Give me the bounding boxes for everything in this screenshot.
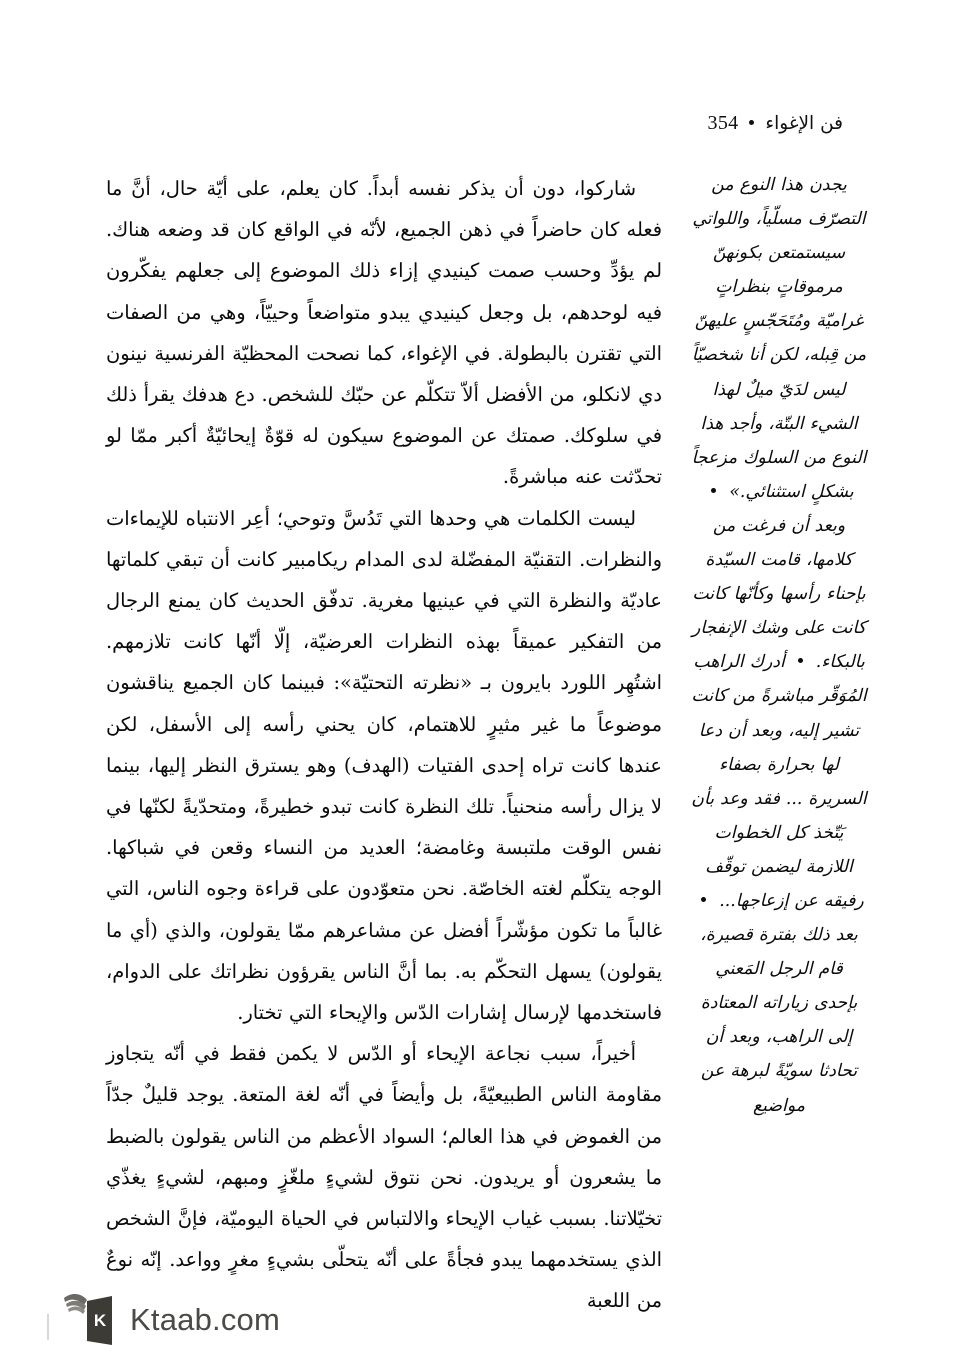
page-edge-artifact <box>47 1314 49 1340</box>
marginal-note-bullet-3 <box>701 897 706 902</box>
running-head <box>708 112 843 135</box>
marginal-note-segment-2: وبعد أن فرغت من كلامها، قامت السيّدة بإحناء رأسها وكأنّها كانت كانت على وشك الإنفجار بالبكاء. <box>691 515 867 673</box>
book-icon-letter: K <box>93 1311 107 1330</box>
marginal-note-segment-3: أدرك الراهب المُوَقّر مباشرةً من كانت تشير إليه، وبعد أن دعا لها بحرارة بصفاء السريرة ... فقد وعد بأن يَتّخذ كل الخطوات اللازمة ليضمن توقّف رفيقه عن إزعاجها... <box>691 652 867 911</box>
watermark-site-name: Ktaab.com <box>130 1301 280 1337</box>
running-head-separator-dot <box>749 120 754 125</box>
body-text-column <box>106 168 662 1322</box>
marginal-note-segment-1: يجدن هذا النوع من التصرّف مسلّياً، واللواتي سيستمتعن بكونهنّ مرموقاتٍ بنظراتٍ غراميّة ومُتَحَجّسٍ عليهنّ من قِبله، لكن أنا شخصيّاً ليس لدَيّ ميلٌ لهذا الشيء البتّة، وأجد هذا النوع من السلوك مزعجاً بشكلٍ استثنائي.» <box>691 175 867 502</box>
body-paragraph-3: أخيراً، سبب نجاعة الإيحاء أو الدّس لا يكمن فقط في أنّه يتجاوز مقاومة الناس الطبيعيّةً، بل وأيضاً في أنّه لغة المتعة. يوجد قليلٌ جدّاً من الغموض في هذا العالم؛ السواد الأعظم من الناس يقولون بالضبط ما يشعرون أو يريدون. نحن نتوق لشيءٍ ملغّزٍ ومبهم، لشيءٍ يغذّي تخيّلاتنا. بسبب غياب الإيحاء والالتباس في الحياة اليوميّة، فإنَّ الشخص الذي يستخدمهما يبدو فجأةً على أنّه يتحلّى بشيءٍ مغرٍ وواعد. إنّه نوعٌ من اللعبة <box>106 1042 662 1313</box>
open-book-icon <box>62 1288 118 1350</box>
page-number: 354 <box>707 112 739 134</box>
marginal-note-bullet-1 <box>711 488 716 493</box>
body-paragraph-1: شاركوا، دون أن يذكر نفسه أبداً. كان يعلم، على أيّة حال، أنَّ ما فعله كان حاضراً في ذهن الجميع، لأنّه في الواقع كان قد وضعه هناك. لم يؤدِّ وحسب صمت كينيدي إزاء ذلك الموضوع إلى جعلهم يفكّرون فيه لوحدهم، بل وجعل كينيدي يبدو متواضعاً وحييّاً، وهي من الصفات التي تقترن بالبطولة. في الإغواء، كما نصحت المحظيّة الفرنسية نينون دي لانكلو، من الأفضل ألاّ تتكلّم عن حبّك للشخص. دع هدفك يقرأ ذلك في سلوكك. صمتك عن الموضوع سيكون له قوّةٌ إيحائيّةٌ أكبر ممّا لو تحدّثت عنه مباشرةً. <box>106 177 662 489</box>
marginal-note-bullet-2 <box>798 658 803 663</box>
marginal-note-segment-4: بعد ذلك بفترة قصيرة، قام الرجل المَعني بإحدى زياراته المعتادة إلى الراهب، وبعد أن تحادثا سويّةً لبرهة عن مواضيع <box>700 925 858 1116</box>
site-watermark <box>62 1288 280 1350</box>
marginal-note-text <box>691 168 867 1123</box>
running-head-book-title: فن الإغواء <box>765 113 843 134</box>
body-paragraph-2: ليست الكلمات هي وحدها التي تَدُسَّ وتوحي؛ أعِر الانتباه للإيماءات والنظرات. التقنيّة المفضّلة لدى المدام ريكامبير كانت أن تبقي كلماتها عاديّة والنظرة التي في عينيها مغرية. تدفّق الحديث كان يمنع الرجال من التفكير عميقاً بهذه النظرات العرضيّة، إلّا أنّها كانت تلازمهم. اشتُهِر اللورد بايرون بـ «نظرته التحتيّة»: فبينما كان الجميع يناقشون موضوعاً ما غير مثيرٍ للاهتمام، كان يحني رأسه إلى الأسفل، لكن عندها كانت تراه إحدى الفتيات (الهدف) وهو يسترق النظر إليها، بينما لا يزال رأسه منحنياً. تلك النظرة كانت تبدو خطيرةً، ومتحدّيةً لكنّها في نفس الوقت ملتبسة وغامضة؛ العديد من النساء وقعن في شباكها. الوجه يتكلّم لغته الخاصّة. نحن متعوّدون على قراءة وجوه الناس، التي غالباً ما تكون مؤشّراً أفضل عن مشاعرهم ممّا يقولون، والذي (أي ما يقولون) يسهل التحكّم به. بما أنَّ الناس يقرؤون نظراتك على الدوام، فاستخدمها لإرسال إشارات الدّس والإيحاء التي تختار. <box>106 506 662 1025</box>
marginal-note-column <box>691 168 867 1123</box>
